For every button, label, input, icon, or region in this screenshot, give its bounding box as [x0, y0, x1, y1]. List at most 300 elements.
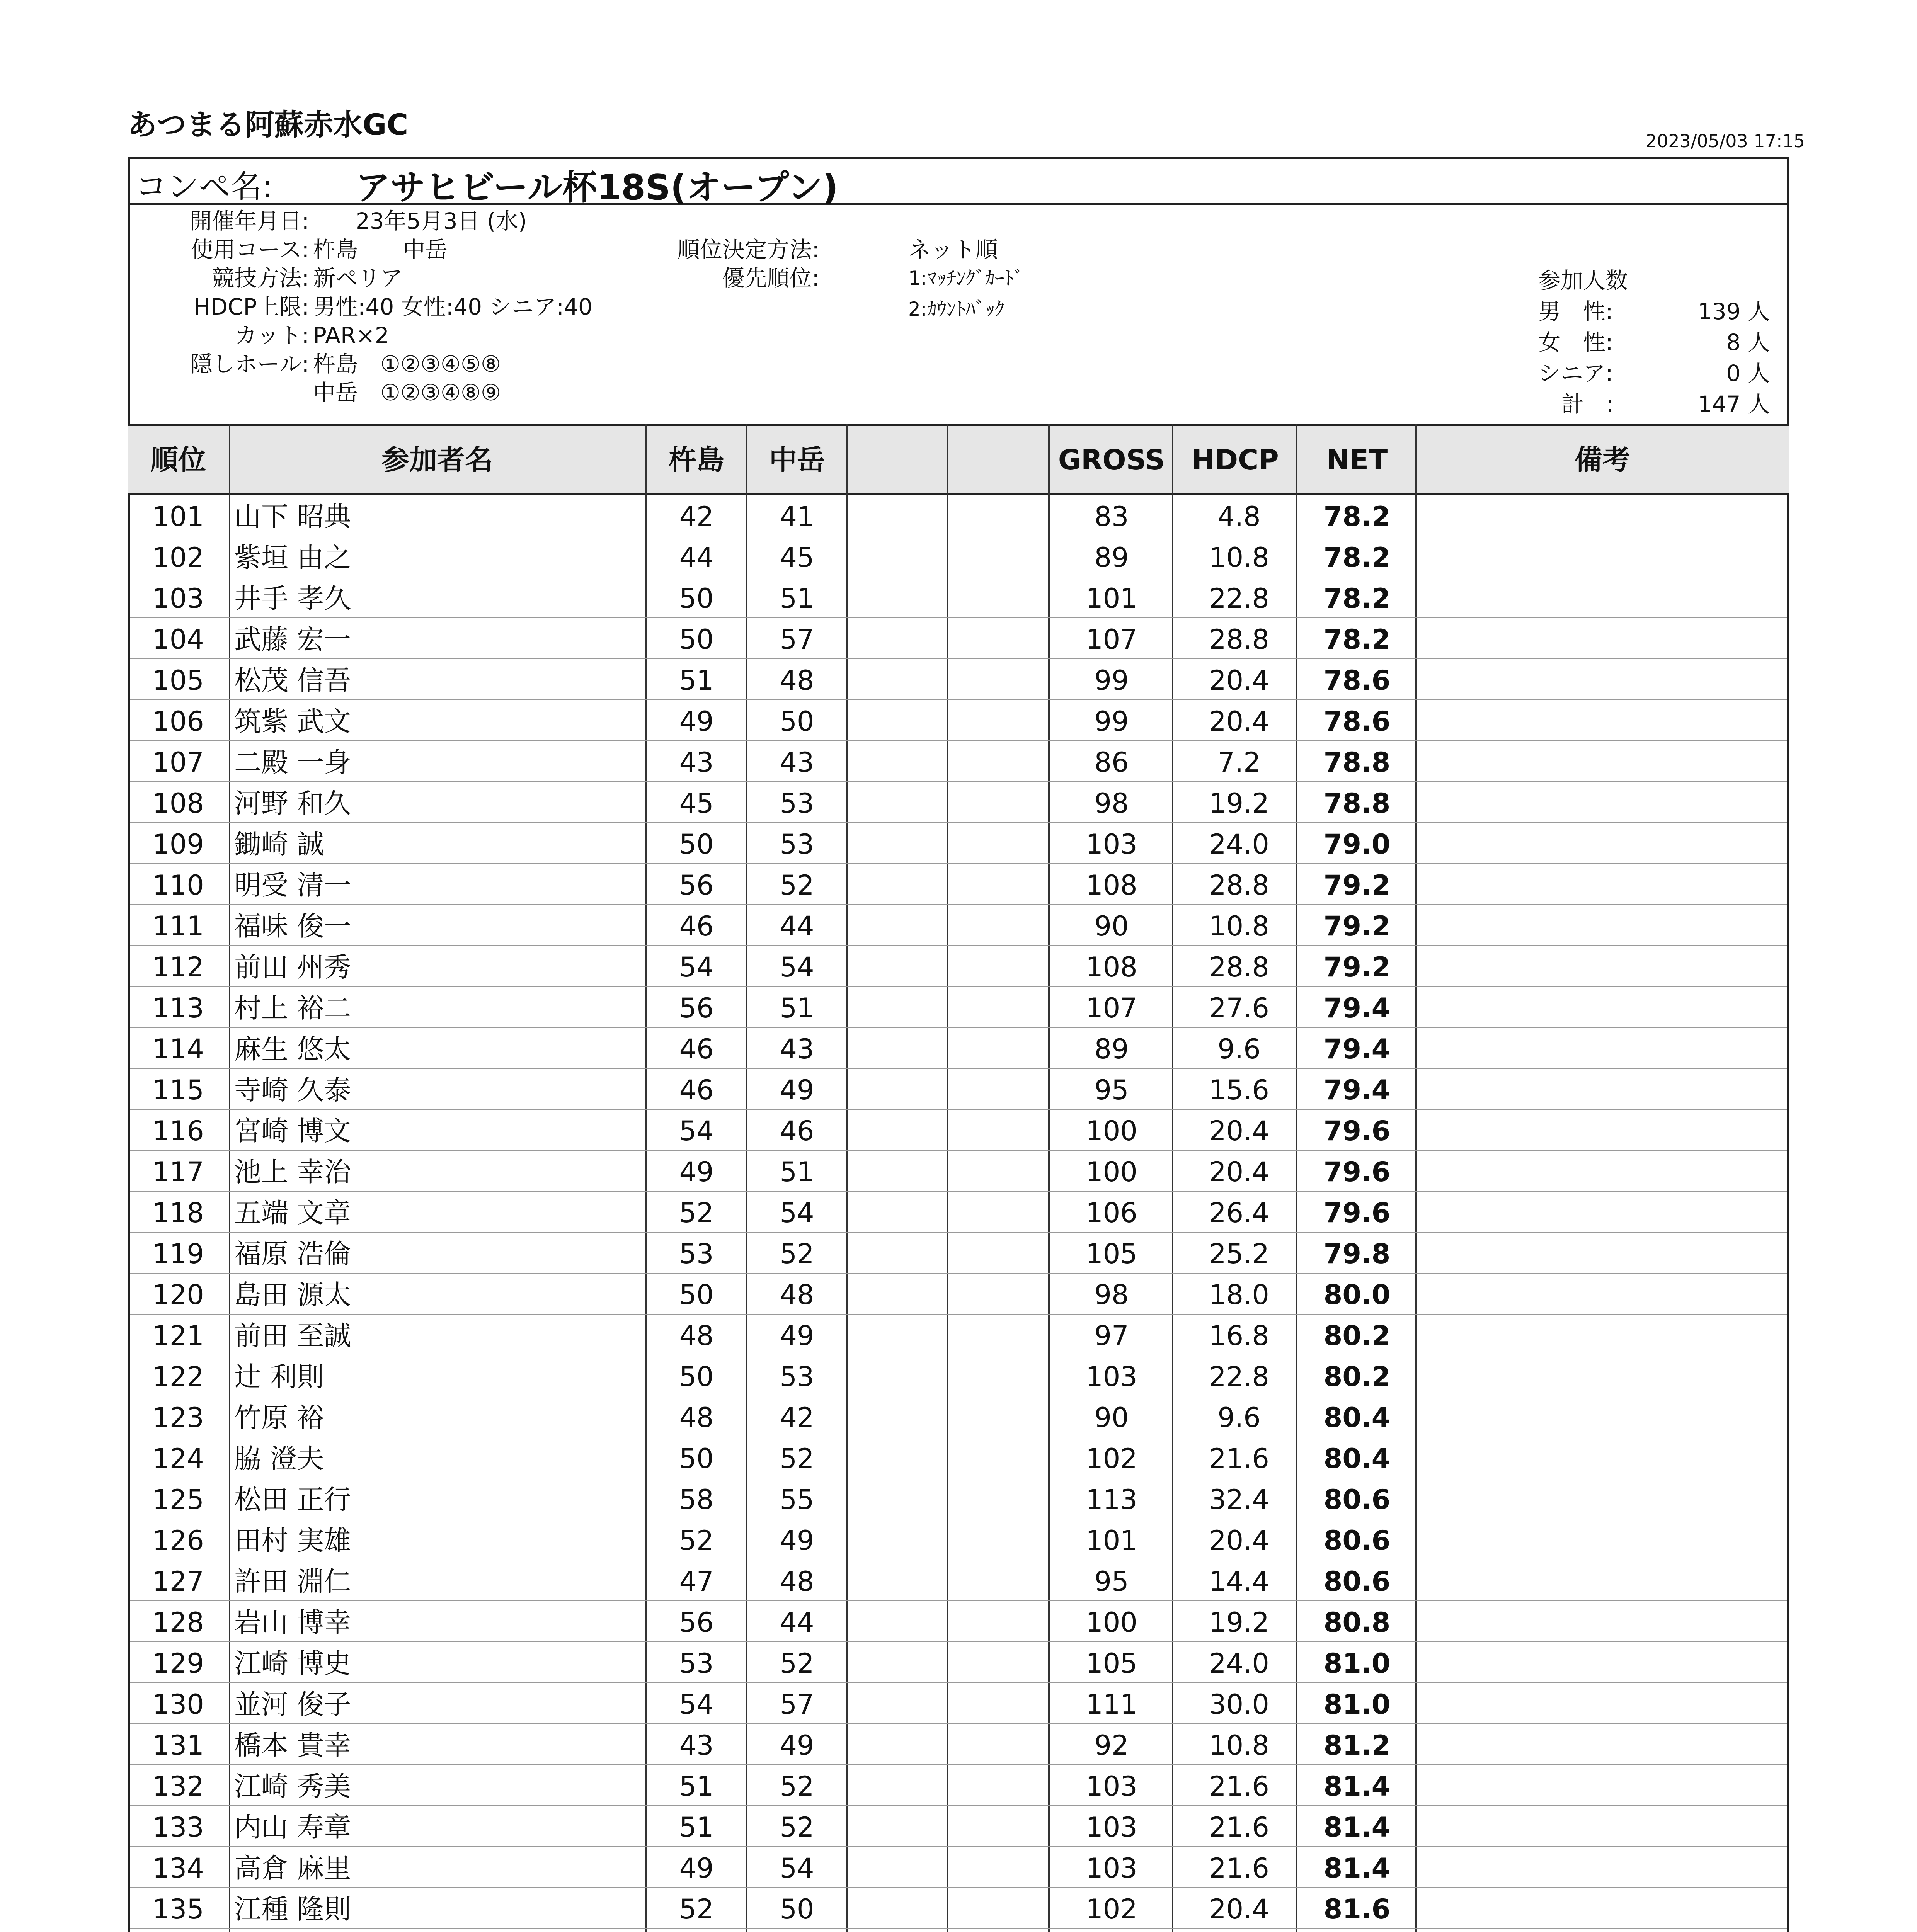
gross-cell: 92: [1094, 1730, 1129, 1761]
col-net-header: NET: [1326, 444, 1388, 476]
rank-cell: 117: [152, 1156, 204, 1188]
course1-cell: 50: [679, 1443, 714, 1475]
net-cell: 78.8: [1323, 747, 1391, 778]
course1-cell: 50: [679, 828, 714, 860]
hdcp-cell: 26.4: [1209, 1197, 1269, 1229]
gross-cell: 90: [1094, 910, 1129, 942]
gross-cell: 98: [1094, 1279, 1129, 1311]
competition-label: コンペ名:: [135, 168, 273, 205]
name-cell: 村上 裕二: [234, 992, 351, 1024]
course2-cell: 54: [780, 1197, 814, 1229]
gross-cell: 95: [1094, 1074, 1129, 1106]
rank-cell: 108: [152, 787, 204, 819]
rank-cell: 101: [152, 501, 204, 532]
rank-cell: 112: [152, 951, 204, 983]
course2-cell: 52: [780, 869, 814, 901]
hdcp-cell: 10.8: [1209, 910, 1269, 942]
ranking-method-value: ネット順: [908, 236, 998, 263]
participants-title: 参加人数: [1538, 267, 1628, 294]
hdcp-cell: 24.0: [1209, 1648, 1269, 1679]
rank-cell: 134: [152, 1852, 204, 1884]
table-row: [130, 987, 1787, 1028]
course1-cell: 46: [679, 1033, 714, 1065]
net-cell: 78.2: [1323, 542, 1391, 573]
table-row: [130, 577, 1787, 618]
net-cell: 79.6: [1323, 1156, 1391, 1188]
name-cell: 鋤崎 誠: [234, 828, 324, 860]
course1-cell: 54: [679, 1115, 714, 1147]
course2-cell: 43: [780, 1033, 814, 1065]
table-row: [130, 1806, 1787, 1847]
name-cell: 内山 寿章: [234, 1811, 351, 1843]
course2-cell: 46: [780, 1115, 814, 1147]
course2-cell: 50: [780, 706, 814, 737]
course2-cell: 45: [780, 542, 814, 573]
name-cell: 江崎 博史: [234, 1648, 351, 1679]
hdcp-cell: 15.6: [1209, 1074, 1269, 1106]
course1-cell: 47: [679, 1566, 714, 1597]
table-row: [130, 1437, 1787, 1478]
date-label: 開催年月日:: [189, 208, 309, 234]
table-row: [130, 823, 1787, 864]
hidden-value-1: 杵島 ①②③④⑤⑧: [313, 351, 501, 377]
rank-cell: 116: [152, 1115, 204, 1147]
net-cell: 79.4: [1323, 992, 1391, 1024]
rank-cell: 121: [152, 1320, 204, 1352]
course1-cell: 52: [679, 1197, 714, 1229]
course2-cell: 55: [780, 1484, 814, 1515]
name-cell: 橋本 貴幸: [234, 1730, 351, 1761]
senior-value: 0 人: [1726, 360, 1770, 386]
hdcp-cell: 16.8: [1209, 1320, 1269, 1352]
gross-cell: 105: [1086, 1238, 1137, 1270]
priority-label: 優先順位:: [722, 265, 819, 291]
gross-cell: 102: [1086, 1893, 1137, 1925]
rank-cell: 128: [152, 1607, 204, 1638]
course2-cell: 57: [780, 1689, 814, 1720]
name-cell: 五端 文章: [234, 1197, 351, 1229]
course2-cell: 50: [780, 1893, 814, 1925]
name-cell: 山下 昭典: [234, 501, 351, 532]
gross-cell: 99: [1094, 706, 1129, 737]
table-row: [130, 864, 1787, 905]
course2-cell: 53: [780, 787, 814, 819]
course2-cell: [747, 1929, 847, 1932]
net-cell: 78.2: [1323, 624, 1391, 655]
col-course1-header: 杵島: [668, 444, 724, 476]
course2-cell: 41: [780, 501, 814, 532]
table-row: [130, 1274, 1787, 1315]
name-cell: 井手 孝久: [234, 583, 351, 614]
rank-cell: 120: [152, 1279, 204, 1311]
net-cell: 80.2: [1323, 1361, 1391, 1393]
course2-cell: 57: [780, 624, 814, 655]
female-value: 8 人: [1726, 329, 1770, 355]
table-row: [130, 1642, 1787, 1683]
table-row: [130, 1110, 1787, 1151]
table-row: [130, 1929, 1787, 1932]
participants-total: [1538, 389, 1770, 420]
rank-cell: 124: [152, 1443, 204, 1475]
course1-cell: 58: [679, 1484, 714, 1515]
participants-male: [1538, 296, 1770, 327]
senior-label: シニア:: [1538, 360, 1613, 386]
table-row: [130, 1028, 1787, 1069]
net-cell: 79.6: [1323, 1197, 1391, 1229]
rank-cell: 127: [152, 1566, 204, 1597]
col-gross-header: GROSS: [1058, 444, 1165, 476]
gross-cell: 86: [1094, 747, 1129, 778]
course2-cell: 49: [780, 1074, 814, 1106]
course1-cell: 54: [679, 951, 714, 983]
course1-cell: 46: [679, 1074, 714, 1106]
course2-cell: 54: [780, 951, 814, 983]
gross-cell: 99: [1094, 665, 1129, 696]
net-cell: 78.8: [1323, 787, 1391, 819]
course2-cell: 53: [780, 1361, 814, 1393]
table-row: [130, 1765, 1787, 1806]
table-row: [130, 946, 1787, 987]
table-row: [130, 1192, 1787, 1233]
col-remarks-header: 備考: [1574, 444, 1630, 476]
rank-cell: 122: [152, 1361, 204, 1393]
course2-cell: 52: [780, 1443, 814, 1475]
net-cell: 80.2: [1323, 1320, 1391, 1352]
rank-cell: 123: [152, 1402, 204, 1434]
name-cell: [234, 1929, 351, 1932]
course1-cell: 51: [679, 665, 714, 696]
course1-cell: 51: [679, 1811, 714, 1843]
course1-cell: 50: [679, 1361, 714, 1393]
hdcp-cell: 25.2: [1209, 1238, 1269, 1270]
name-cell: 岩山 博幸: [234, 1607, 351, 1638]
method-label: 競技方法:: [212, 265, 309, 291]
course2-cell: 49: [780, 1730, 814, 1761]
name-cell: 明受 清一: [234, 869, 351, 901]
table-row: [130, 659, 1787, 700]
name-cell: 河野 和久: [234, 787, 351, 819]
net-cell: 81.4: [1323, 1811, 1391, 1843]
course2-cell: 51: [780, 583, 814, 614]
hdcp-cell: 27.6: [1209, 992, 1269, 1024]
course1-cell: 45: [679, 787, 714, 819]
name-cell: 池上 幸治: [234, 1156, 351, 1188]
table-row: [130, 536, 1787, 577]
name-cell: 田村 実雄: [234, 1525, 351, 1556]
course2-cell: 51: [780, 1156, 814, 1188]
gross-cell: 100: [1086, 1115, 1137, 1147]
course2-cell: 42: [780, 1402, 814, 1434]
course2-cell: 44: [780, 1607, 814, 1638]
col-hdcp-header: HDCP: [1192, 444, 1279, 476]
course1-cell: 49: [679, 1852, 714, 1884]
net-cell: 78.2: [1323, 501, 1391, 532]
gross-cell: 89: [1094, 542, 1129, 573]
net-cell: 80.6: [1323, 1566, 1391, 1597]
name-cell: 江種 隆則: [234, 1893, 351, 1925]
net-cell: 79.2: [1323, 910, 1391, 942]
hdcp-cell: 20.4: [1209, 665, 1269, 696]
course1-cell: 50: [679, 1279, 714, 1311]
name-cell: 寺崎 久泰: [234, 1074, 351, 1106]
net-cell: 80.8: [1323, 1607, 1391, 1638]
name-cell: 辻 利則: [234, 1361, 324, 1393]
gross-cell: 102: [1086, 1443, 1137, 1475]
table-row: [130, 1151, 1787, 1192]
hdcp-cell: 20.4: [1209, 706, 1269, 737]
name-cell: 二殿 一身: [234, 747, 351, 778]
date-value: 23年5月3日 (水): [356, 208, 527, 234]
course1-cell: 42: [679, 501, 714, 532]
course1-cell: 49: [679, 1156, 714, 1188]
gross-cell: 103: [1086, 1811, 1137, 1843]
rank-cell: 131: [152, 1730, 204, 1761]
net-cell: 81.4: [1323, 1852, 1391, 1884]
male-value: 139 人: [1697, 298, 1770, 325]
table-row: [130, 1847, 1787, 1888]
net-cell: 78.2: [1323, 583, 1391, 614]
course2-cell: 52: [780, 1648, 814, 1679]
col-rank-header: 順位: [150, 444, 206, 476]
net-cell: 81.6: [1323, 1893, 1391, 1925]
gross-cell: 108: [1086, 951, 1137, 983]
hdcp-cell: 7.2: [1217, 747, 1261, 778]
name-cell: 紫垣 由之: [234, 542, 351, 573]
name-cell: 武藤 宏一: [234, 624, 351, 655]
club-name: あつまる阿蘇赤水GC: [128, 107, 409, 142]
table-row: [130, 1233, 1787, 1274]
table-row: [130, 905, 1787, 946]
rank-cell: 102: [152, 542, 204, 573]
gross-cell: 97: [1094, 1320, 1129, 1352]
gross-cell: 107: [1086, 992, 1137, 1024]
cut-label: カット:: [235, 322, 309, 349]
hdcp-cell: 18.0: [1209, 1279, 1269, 1311]
course1-cell: 54: [679, 1689, 714, 1720]
competition-name: アサヒビール杯18S(オープン): [356, 167, 838, 208]
course1-cell: 56: [679, 869, 714, 901]
gross-cell: 108: [1086, 869, 1137, 901]
name-cell: 前田 至誠: [234, 1320, 351, 1352]
course2-cell: 51: [780, 992, 814, 1024]
rank-cell: 110: [152, 869, 204, 901]
net-cell: 80.4: [1323, 1402, 1391, 1434]
hdcp-label: HDCP上限:: [193, 294, 309, 320]
table-row: [130, 700, 1787, 741]
course2-cell: 43: [780, 747, 814, 778]
course-label: 使用コース:: [191, 236, 309, 263]
gross-cell: 106: [1086, 1197, 1137, 1229]
course2-cell: 48: [780, 665, 814, 696]
hdcp-cell: 28.8: [1209, 869, 1269, 901]
course2-cell: 52: [780, 1811, 814, 1843]
table-row: [130, 495, 1787, 536]
course1-cell: 48: [679, 1320, 714, 1352]
table-row: [130, 618, 1787, 659]
course2-cell: 49: [780, 1320, 814, 1352]
printed-timestamp: 2023/05/03 17:15: [1645, 131, 1805, 151]
course1-cell: 43: [679, 747, 714, 778]
hdcp-cell: 10.8: [1209, 542, 1269, 573]
rank-cell: 114: [152, 1033, 204, 1065]
hdcp-cell: 9.6: [1217, 1402, 1261, 1434]
table-row: [130, 1560, 1787, 1601]
hdcp-cell: 21.6: [1209, 1770, 1269, 1802]
course2-cell: 49: [780, 1525, 814, 1556]
total-label: 計 :: [1561, 391, 1614, 417]
course1-cell: 51: [679, 1770, 714, 1802]
table-row: [130, 1601, 1787, 1642]
rank-cell: 105: [152, 665, 204, 696]
rank-cell: 135: [152, 1893, 204, 1925]
hdcp-cell: 28.8: [1209, 624, 1269, 655]
hdcp-cell: 20.4: [1209, 1893, 1269, 1925]
gross-cell: 103: [1086, 1361, 1137, 1393]
col-course2-header: 中岳: [769, 444, 825, 476]
name-cell: 松田 正行: [234, 1484, 351, 1515]
rank-cell: 125: [152, 1484, 204, 1515]
net-cell: 81.0: [1323, 1648, 1391, 1679]
hdcp-cell: 21.6: [1209, 1852, 1269, 1884]
table-row: [130, 1724, 1787, 1765]
rank-cell: 106: [152, 706, 204, 737]
net-cell: 78.6: [1323, 665, 1391, 696]
course2-cell: 48: [780, 1279, 814, 1311]
hdcp-cell: 22.8: [1209, 583, 1269, 614]
name-cell: 松茂 信吾: [234, 665, 351, 696]
gross-cell: 103: [1086, 1852, 1137, 1884]
course1-cell: 53: [679, 1238, 714, 1270]
net-cell: 81.2: [1323, 1730, 1391, 1761]
rank-cell: 103: [152, 583, 204, 614]
hdcp-cell: 10.8: [1209, 1730, 1269, 1761]
course1-cell: 56: [679, 992, 714, 1024]
name-cell: 脇 澄夫: [234, 1443, 324, 1475]
priority-value-2: 2:ｶｳﾝﾄﾊﾞｯｸ: [908, 298, 1004, 320]
rank-cell: 107: [152, 747, 204, 778]
name-cell: 福味 俊一: [234, 910, 351, 942]
hdcp-cell: 30.0: [1209, 1689, 1269, 1720]
course2-cell: 52: [780, 1238, 814, 1270]
priority-value-1: 1:ﾏｯﾁﾝｸﾞｶｰﾄﾞ: [908, 267, 1024, 289]
hdcp-cell: 9.6: [1217, 1033, 1261, 1065]
net-cell: 79.2: [1323, 869, 1391, 901]
table-row: [130, 1519, 1787, 1560]
net-cell: 79.0: [1323, 828, 1391, 860]
table-row: [130, 782, 1787, 823]
net-cell: 80.6: [1323, 1525, 1391, 1556]
name-cell: 宮崎 博文: [234, 1115, 351, 1147]
rank-cell: 104: [152, 624, 204, 655]
gross-cell: 98: [1094, 787, 1129, 819]
net-cell: 81.0: [1323, 1689, 1391, 1720]
net-cell: 79.4: [1323, 1033, 1391, 1065]
total-value: 147 人: [1697, 391, 1770, 417]
course2-cell: 44: [780, 910, 814, 942]
name-cell: 高倉 麻里: [234, 1852, 351, 1884]
gross-cell: 113: [1086, 1484, 1137, 1515]
name-cell: 島田 源太: [234, 1279, 351, 1311]
course1-cell: 43: [679, 1730, 714, 1761]
name-cell: 福原 浩倫: [234, 1238, 351, 1270]
course2-cell: 53: [780, 828, 814, 860]
gross-cell: [1054, 1929, 1170, 1932]
course1-cell: 50: [679, 583, 714, 614]
hdcp-cell: 21.6: [1209, 1811, 1269, 1843]
table-row: [130, 741, 1787, 782]
hidden-label: 隠しホール:: [190, 351, 309, 377]
hdcp-cell: 21.6: [1209, 1443, 1269, 1475]
gross-cell: 100: [1086, 1607, 1137, 1638]
course1-cell: 48: [679, 1402, 714, 1434]
table-row: [130, 1315, 1787, 1355]
course1-cell: 44: [679, 542, 714, 573]
hdcp-cell: 19.2: [1209, 787, 1269, 819]
rank-cell: 113: [152, 992, 204, 1024]
table-row: [130, 1888, 1787, 1929]
table-row: [130, 1683, 1787, 1724]
name-cell: 筑紫 武文: [234, 706, 351, 737]
table-row: [130, 1396, 1787, 1437]
hdcp-cell: [1181, 1929, 1297, 1932]
hdcp-cell: 20.4: [1209, 1525, 1269, 1556]
net-cell: 81.4: [1323, 1770, 1391, 1802]
participants-female: [1538, 327, 1770, 358]
cut-value: PAR×2: [313, 322, 389, 349]
gross-cell: 101: [1086, 1525, 1137, 1556]
gross-cell: 103: [1086, 828, 1137, 860]
rank-cell: 129: [152, 1648, 204, 1679]
method-value: 新ペリア: [313, 265, 403, 291]
hdcp-cell: 24.0: [1209, 828, 1269, 860]
gross-cell: 100: [1086, 1156, 1137, 1188]
name-cell: 竹原 裕: [234, 1402, 324, 1434]
course1-cell: 56: [679, 1607, 714, 1638]
hdcp-cell: 20.4: [1209, 1115, 1269, 1147]
gross-cell: 111: [1086, 1689, 1137, 1720]
net-cell: 80.4: [1323, 1443, 1391, 1475]
net-cell: 79.6: [1323, 1115, 1391, 1147]
course1-cell: 53: [679, 1648, 714, 1679]
net-cell: [1301, 1929, 1413, 1932]
rank-cell: 126: [152, 1525, 204, 1556]
participants-senior: [1538, 358, 1770, 389]
gross-cell: 90: [1094, 1402, 1129, 1434]
male-label: 男 性:: [1538, 298, 1613, 325]
rank-cell: 111: [152, 910, 204, 942]
hdcp-cell: 22.8: [1209, 1361, 1269, 1393]
name-cell: 並河 俊子: [234, 1689, 351, 1720]
gross-cell: 103: [1086, 1770, 1137, 1802]
course2-cell: 48: [780, 1566, 814, 1597]
hidden-value-2: 中岳 ①②③④⑧⑨: [313, 379, 501, 406]
course1-cell: 50: [679, 624, 714, 655]
rank-cell: 115: [152, 1074, 204, 1106]
rank-cell: 119: [152, 1238, 204, 1270]
hdcp-value: 男性:40 女性:40 シニア:40: [313, 294, 592, 320]
col-name-header: 参加者名: [381, 444, 493, 476]
course1-cell: 46: [679, 910, 714, 942]
hdcp-cell: 19.2: [1209, 1607, 1269, 1638]
course2-cell: 52: [780, 1770, 814, 1802]
table-row: [130, 1069, 1787, 1110]
gross-cell: 101: [1086, 583, 1137, 614]
female-label: 女 性:: [1538, 329, 1613, 355]
rank-cell: 132: [152, 1770, 204, 1802]
course1-cell: 49: [679, 706, 714, 737]
rank-cell: 109: [152, 828, 204, 860]
rank-cell: 130: [152, 1689, 204, 1720]
